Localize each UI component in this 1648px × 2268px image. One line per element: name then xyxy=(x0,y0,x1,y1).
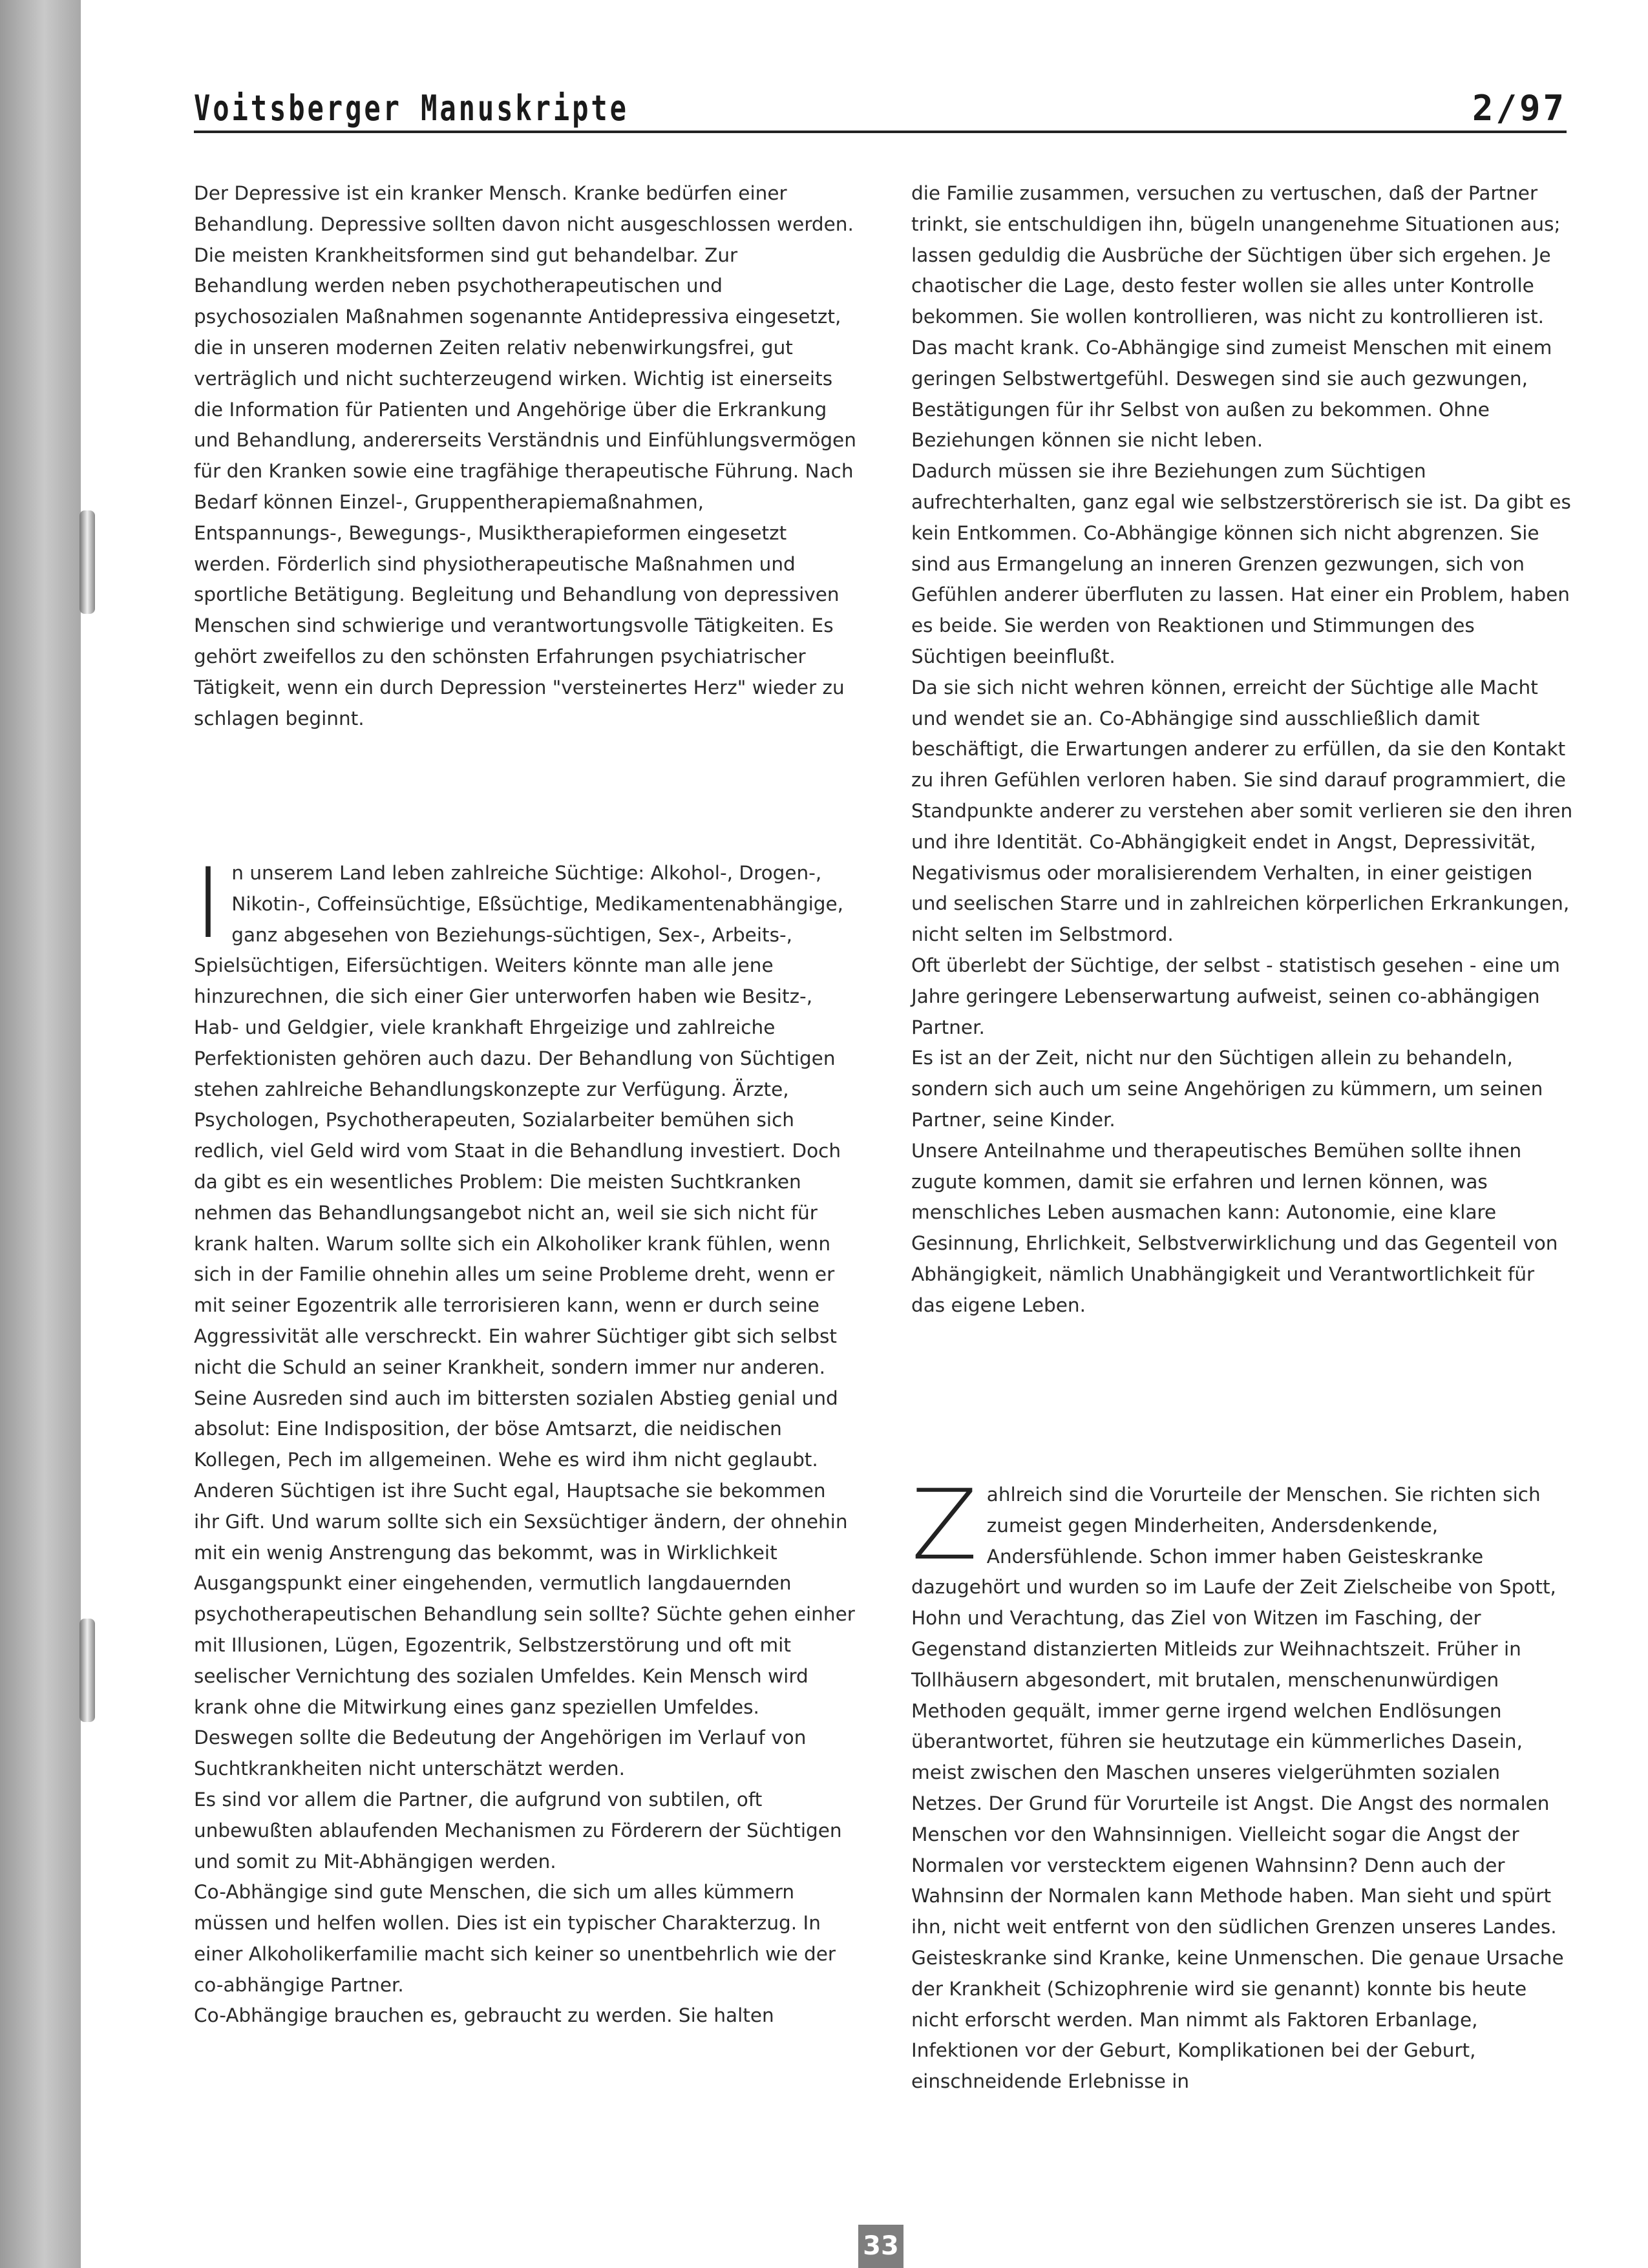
paragraph-survives: Oft überlebt der Süchtige, der selbst - statistisch gesehen - eine um Jahre geringere Lebenserwartung aufweist, seinen co-abhängigen Partner. xyxy=(911,954,1560,1038)
section-co-dependency xyxy=(911,178,1574,1321)
running-header xyxy=(194,85,1567,133)
page-number: 33 xyxy=(858,2225,903,2268)
section-addiction xyxy=(194,848,856,2032)
paragraph-relationships: Dadurch müssen sie ihre Beziehungen zum Süchtigen aufrechterhalten, ganz egal wie selbstzerstörerisch sie ist. Da gibt es kein Entkommen. Co-Abhängige können sich nicht abgrenzen. Sie sind aus Ermangelung an inneren Grenzen gezwungen, sich von Gefühlen anderer überfluten zu lassen. Hat einer ein Problem, haben es beide. Sie werden von Reaktionen und Stimmungen des Süchtigen beeinflußt. xyxy=(911,460,1571,667)
paragraph-power: Da sie sich nicht wehren können, erreicht der Süchtige alle Macht und wendet sie an. Co-Abhängige sind ausschließlich damit beschäftigt, die Erwartungen anderer zu erfüllen, da sie den Kontakt zu ihren Gefühlen verloren haben. Sie sind darauf programmiert, die Standpunkte anderer zu verstehen aber somit verlieren sie den ihren und ihre Identität. Co-Abhängigkeit endet in Angst, Depressivität, Negativismus oder moralisierendem Verhalten, in einer geistigen und seelischen Starre und in zahlreichen körperlichen Erkrankungen, nicht selten im Selbstmord. xyxy=(911,676,1573,946)
issue-number: 2/97 xyxy=(1472,88,1567,129)
paragraph-co-dependent-good-people: Co-Abhängige sind gute Menschen, die sich um alles kümmern müssen und helfen wollen. Dies ist ein typischer Charakterzug. In einer Alkoholikerfamilie macht sich keiner so unentbehrlich wie der co-abhängige Partner. xyxy=(194,1881,836,1996)
paragraph-depression-treatment: Der Depressive ist ein kranker Mensch. Kranke bedürfen einer Behandlung. Depressive sollten davon nicht ausgeschlossen werden. Die meisten Krankheitsformen sind gut behandelbar. Zur Behandlung werden neben psychotherapeutischen und psychosozialen Maßnahmen sogenannte Antidepressiva eingesetzt, die in unseren modernen Zeiten relativ nebenwirkungsfrei, gut verträglich und nicht suchterzeugend wirken. Wichtig ist einerseits die Information für Patienten und Angehörige über die Erkrankung und Behandlung, andererseits Verständnis und Einfühlungsvermögen für den Kranken sowie eine tragfähige therapeutische Führung. Nach Bedarf können Einzel-, Gruppentherapiemaßnahmen, Entspannungs-, Bewegungs-, Musiktherapieformen eingesetzt werden. Förderlich sind physiotherapeutische Maßnahmen und sportliche Betätigung. Begleitung und Behandlung von depressiven Menschen sind schwierige und verantwortungsvolle Tätigkeiten. Es gehört zweifellos zu den schönsten Erfahrungen psychiatrischer Tätigkeit, wenn ein durch Depression "versteinertes Herz" wieder zu schlagen beginnt. xyxy=(194,182,856,730)
paragraph-family-together: die Familie zusammen, versuchen zu vertuschen, daß der Partner trinkt, sie entschuldigen ihn, bügeln unangenehme Situationen aus; lassen geduldig die Ausbrüche der Süchtigen über sich ergehen. Je chaotischer die Lage, desto fester wollen sie alles unter Kontrolle bekommen. Sie wollen kontrollieren, was nicht zu kontrollieren ist. Das macht krank. Co-Abhängige sind zumeist Menschen mit einem geringen Selbstwertgefühl. Deswegen sind sie auch gezwungen, Bestätigungen für ihr Selbst von außen zu bekommen. Ohne Beziehungen können sie nicht leben. xyxy=(911,182,1561,452)
dropcap-i: I xyxy=(194,848,223,960)
paragraph-time-to-treat: Es ist an der Zeit, nicht nur den Süchtigen allein zu behandeln, sondern sich auch um seine Angehörigen zu kümmern, um seinen Partner, seine Kinder. xyxy=(911,1047,1543,1131)
section-prejudice xyxy=(911,1469,1574,2097)
binder-clip-top xyxy=(79,510,95,614)
dropcap-z: Z xyxy=(911,1469,978,1582)
paragraph-mentally-ill: Geisteskranke sind Kranke, keine Unmenschen. Die genaue Ursache der Krankheit (Schizophrenie wird sie genannt) konnte bis heute nicht erforscht werden. Man nimmt als Faktoren Erbanlage, Infektionen vor der Geburt, Komplikationen bei der Geburt, einschneidende Erlebnisse in xyxy=(911,1946,1564,2093)
paragraph-prejudices: ahlreich sind die Vorurteile der Menschen. Sie richten sich zumeist gegen Minderheiten, Andersdenkende, Andersfühlende. Schon immer haben Geisteskranke dazugehört und wurden so im Laufe der Zeit Zielscheibe von Spott, Hohn und Verachtung, das Ziel von Witzen im Fasching, der Gegenstand distanzierten Mitleids zur Weihnachtszeit. Früher in Tollhäusern abgesondert, mit brutalen, menschenunwürdigen Methoden gequält, immer gerne irgend welchen Endlösungen überantwortet, führen sie heutzutage ein kümmerliches Dasein, meist zwischen den Maschen unseres vielgerühmten sozialen Netzes. Der Grund für Vorurteile ist Angst. Die Angst des normalen Menschen vor den Wahnsinnigen. Vielleicht sogar die Angst der Normalen vor verstecktem eigenen Wahnsinn? Denn auch der Wahnsinn der Normalen kann Methode haben. Man sieht und spürt ihn, nicht weit entfernt von den südlichen Grenzen unseres Landes. xyxy=(911,1484,1557,1938)
binder-clip-bottom xyxy=(79,1619,95,1722)
paragraph-co-dependent-needed: Co-Abhängige brauchen es, gebraucht zu werden. Sie halten xyxy=(194,2004,774,2027)
scan-edge xyxy=(0,0,81,2268)
publication-title: Voitsberger Manuskripte xyxy=(194,88,629,129)
paragraph-partners: Es sind vor allem die Partner, die aufgrund von subtilen, oft unbewußten ablaufenden Mechanismen zu Förderern der Süchtigen und somit zu Mit-Abhängigen werden. xyxy=(194,1788,842,1873)
paragraph-addiction-intro: n unserem Land leben zahlreiche Süchtige: Alkohol-, Drogen-, Nikotin-, Coffeinsüchtige, Eßsüchtige, Medikamentenabhängige, ganz abgesehen von Beziehungs-süchtigen, Sex-, Arbeits-, Spielsüchtigen, Eifersüchtigen. Weiters könnte man alle jene hinzurechnen, die sich einer Gier unterworfen haben wie Besitz-, Hab- und Geldgier, viele krankhaft Ehrgeizige und zahlreiche Perfektionisten gehören auch dazu. Der Behandlung von Süchtigen stehen zahlreiche Behandlungskonzepte zur Verfügung. Ärzte, Psychologen, Psychotherapeuten, Sozialarbeiter bemühen sich redlich, viel Geld wird vom Staat in die Behandlung investiert. Doch da gibt es ein wesentliches Problem: Die meisten Suchtkranken nehmen das Behandlungsangebot nicht an, weil sie sich nicht für krank halten. Warum sollte sich ein Alkoholiker krank fühlen, wenn sich in der Familie ohnehin alles um seine Probleme dreht, wenn er mit seiner Egozentrik alle terrorisieren kann, wenn er durch seine Aggressivität alle verschreckt. Ein wahrer Süchtiger gibt sich selbst nicht die Schuld an seiner Krankheit, sondern immer nur anderen. Seine Ausreden sind auch im bittersten sozialen Abstieg genial und absolut: Eine Indisposition, der böse Amtsarzt, die neidischen Kollegen, Pech im allgemeinen. Wehe es wird ihm nicht geglaubt. Anderen Süchtigen ist ihre Sucht egal, Hauptsache sie bekommen ihr Gift. Und warum sollte sich ein Sexsüchtiger ändern, der ohnehin mit ein wenig Anstrengung das bekommt, was in Wirklichkeit Ausgangspunkt einer eingehenden, vermutlich langdauernden psychotherapeutischen Behandlung sein sollte? Süchte gehen einher mit Illusionen, Lügen, Egozentrik, Selbstzerstörung und oft mit seelischer Vernichtung des sozialen Umfeldes. Kein Mensch wird krank ohne die Mitwirkung eines ganz speziellen Umfeldes. Deswegen sollte die Bedeutung der Angehörigen im Verlauf von Suchtkrankheiten nicht unterschätzt werden. xyxy=(194,862,855,1780)
paragraph-anteilnahme: Unsere Anteilnahme und therapeutisches Bemühen sollte ihnen zugute kommen, damit sie erfahren und lernen können, was menschliches Leben ausmachen kann: Autonomie, eine klare Gesinnung, Ehrlichkeit, Selbstverwirklichung und das Gegenteil von Abhängigkeit, nämlich Unabhängigkeit und Verantwortlichkeit für das eigene Leben. xyxy=(911,1139,1558,1316)
